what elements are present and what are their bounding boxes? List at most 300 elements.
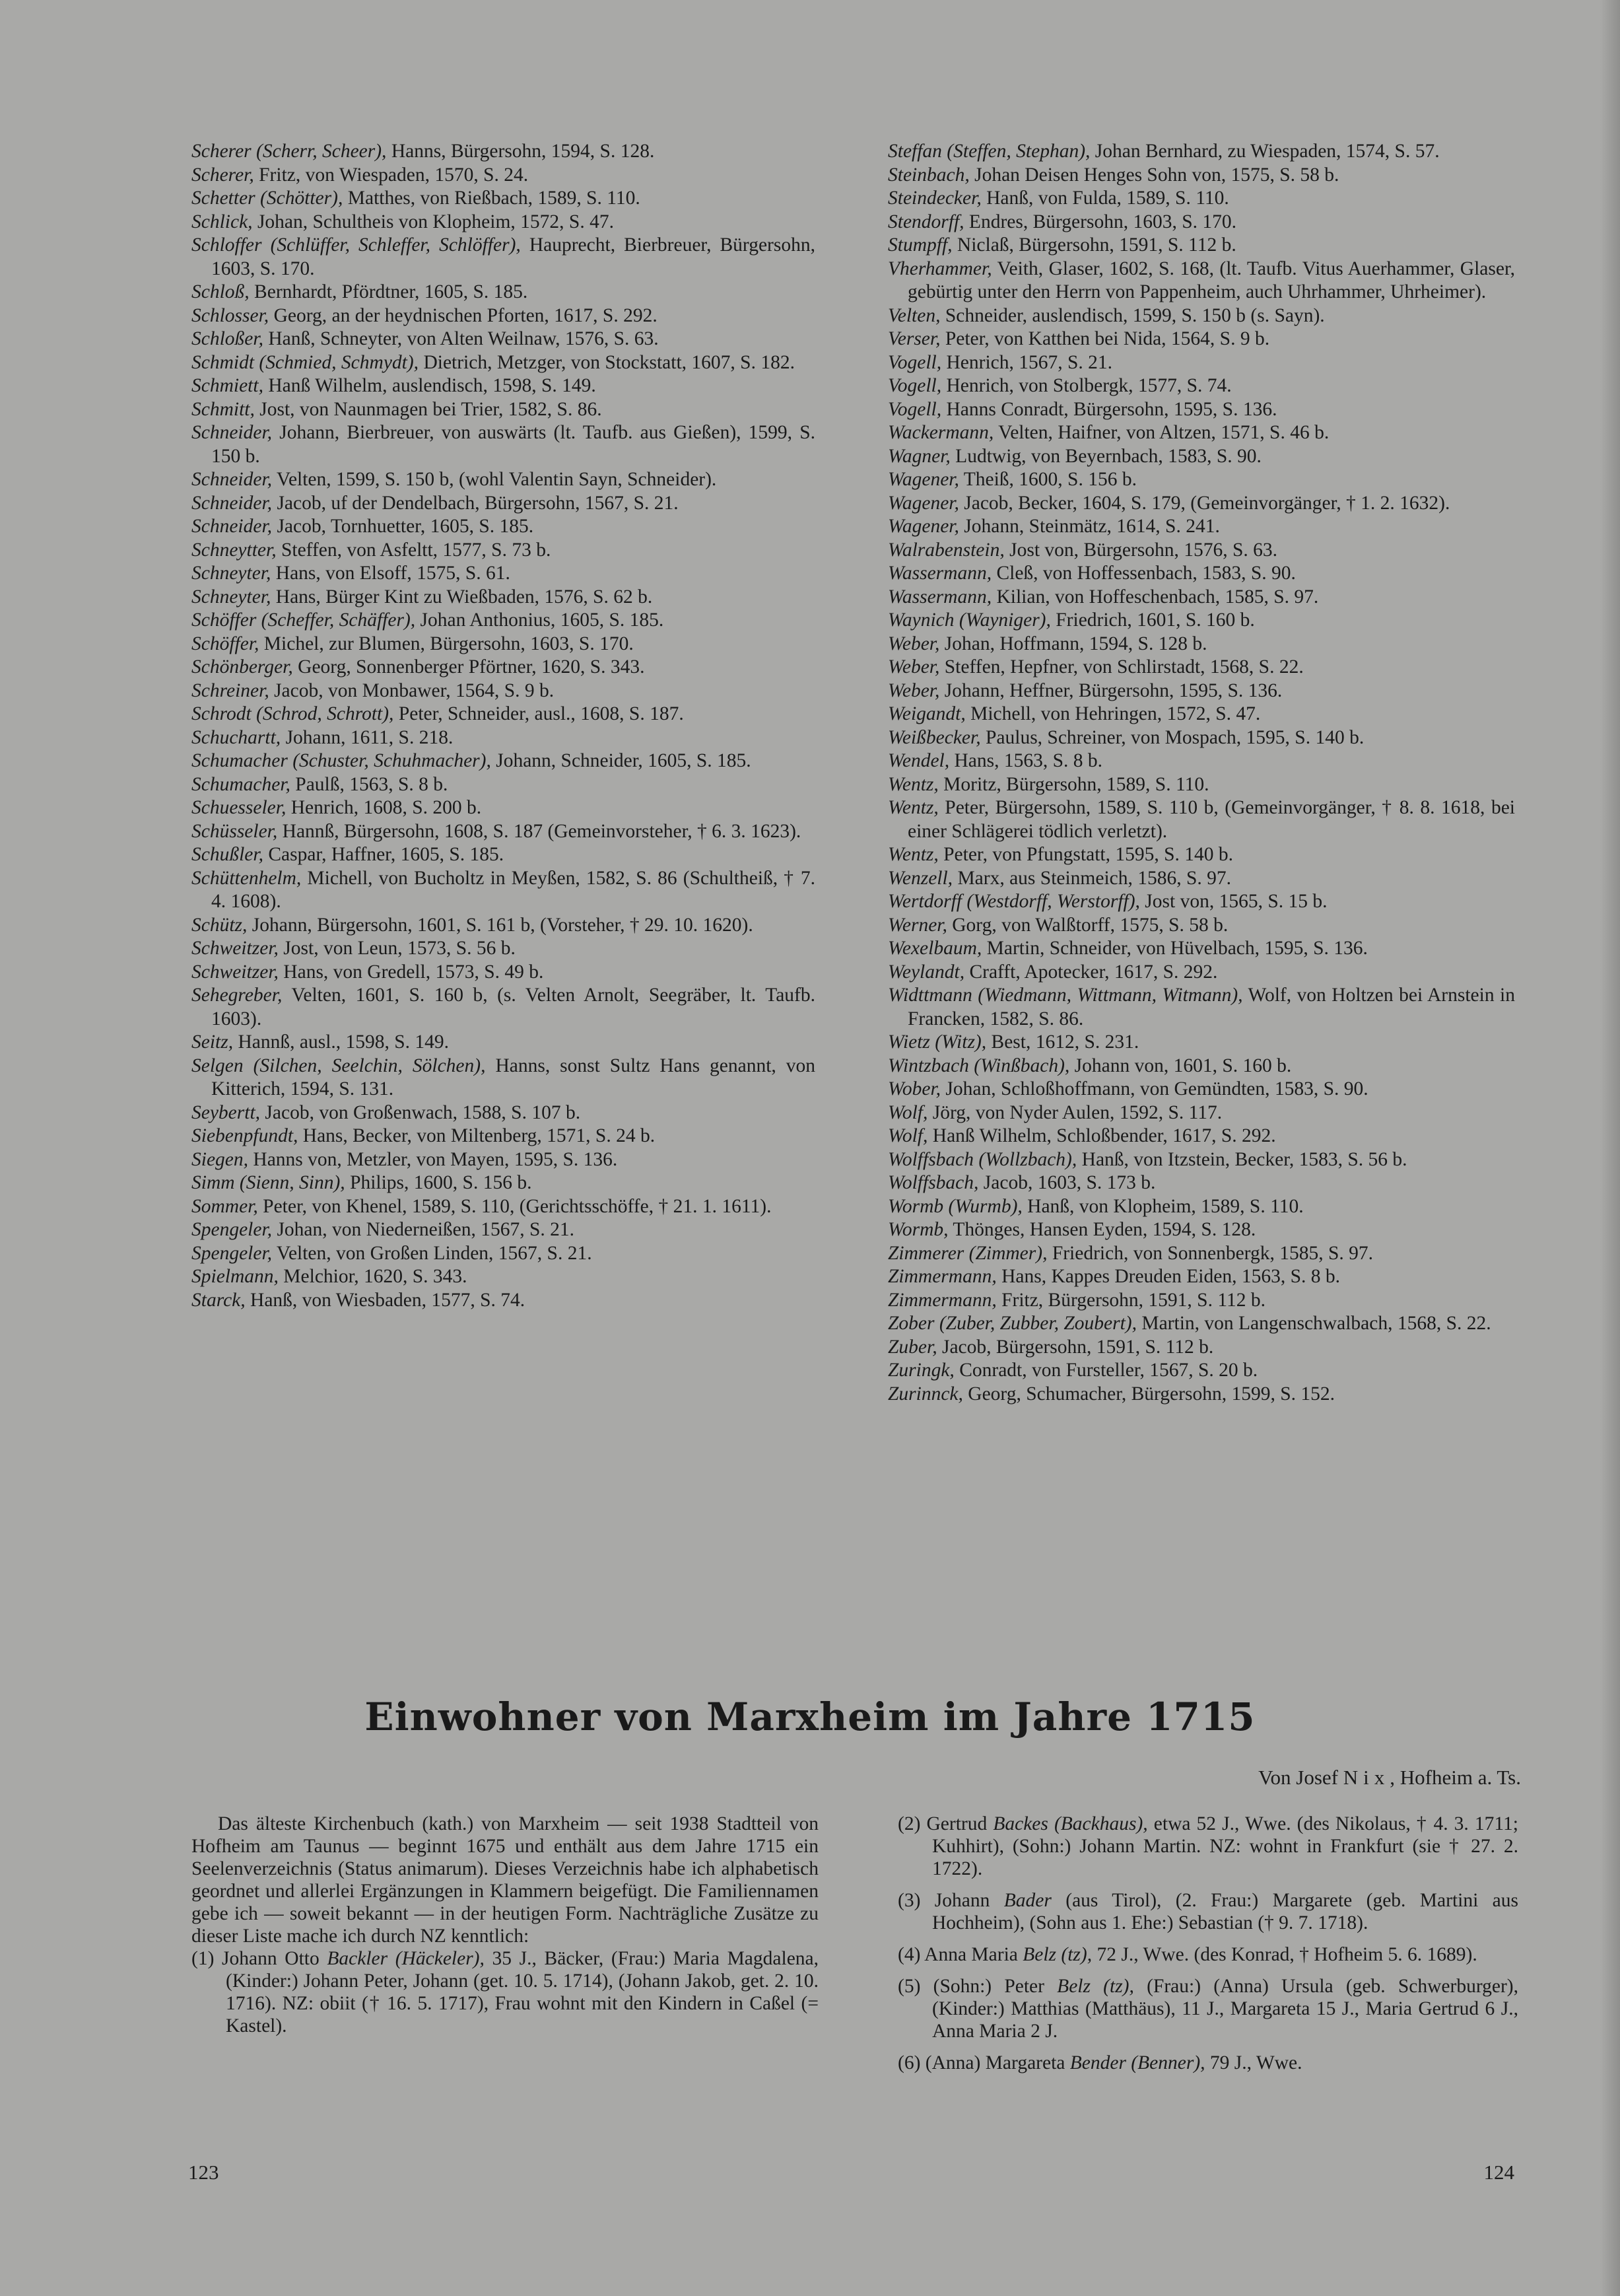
entry-details: Cleß, von Hoffessenbach, 1583, S. 90. (992, 563, 1296, 584)
entry-surname: Schneider, (191, 492, 273, 514)
register-entry (191, 1101, 815, 1125)
entry-surname: Schetter (Schötter), (191, 188, 343, 209)
register-entry (888, 1125, 1515, 1148)
entry-details: Jacob, Bürgersohn, 1591, S. 112 b. (937, 1336, 1214, 1358)
entry-surname: Zurinnck, (888, 1383, 963, 1405)
register-entry (888, 1336, 1515, 1360)
register-entry (191, 328, 815, 351)
register-entry (888, 1265, 1515, 1289)
entry-surname: Werner, (888, 914, 947, 936)
register-entry (888, 1218, 1515, 1242)
entry-surname: Wormb, (888, 1219, 949, 1240)
entry-surname: Wintzbach (Winßbach), (888, 1055, 1070, 1076)
entry-surname: Spengeler, (191, 1219, 273, 1240)
household-entry (898, 1943, 1518, 1966)
entry-surname: Wormb (Wurmb), (888, 1195, 1023, 1217)
entry-surname: Sehegreber, (191, 985, 283, 1006)
register-entry (191, 234, 815, 281)
entry-details: Fritz, von Wiespaden, 1570, S. 24. (253, 164, 529, 186)
register-entry (191, 1218, 815, 1242)
entry-details: Johan, Schultheis von Klopheim, 1572, S. 47. (252, 211, 614, 232)
entry-details: Paulß, 1563, S. 8 b. (290, 773, 448, 795)
entry-number: (3) (898, 1890, 935, 1911)
entry-surname: Schuesseler, (191, 797, 287, 818)
entry-surname: Wober, (888, 1078, 941, 1099)
entry-details: Niclaß, Bürgersohn, 1591, S. 112 b. (952, 234, 1236, 256)
register-entry (191, 515, 815, 539)
entry-surname: Wentz, (888, 773, 939, 795)
entry-details: etwa 52 J., Wwe. (des Nikolaus, † 4. 3. 1711; Kuhhirt), (Sohn:) Johann Martin. NZ: wohnt in Frankfurt (sie † 27. 2. 1722). (932, 1813, 1518, 1879)
entry-details: Jacob, 1603, S. 173 b. (978, 1172, 1156, 1193)
register-entry (191, 281, 815, 304)
entry-surname: Wagner, (888, 445, 951, 467)
entry-details: Jörg, von Nyder Aulen, 1592, S. 117. (928, 1101, 1223, 1123)
household-entry (191, 1947, 819, 2037)
register-entry (191, 164, 815, 188)
register-entry (888, 562, 1515, 586)
entry-family-name: Belz (tz), (1057, 1976, 1134, 1997)
entry-details: Hanß, Schneyter, von Alten Weilnaw, 1576, S. 63. (263, 328, 659, 349)
entry-surname: Weißbecker, (888, 726, 981, 748)
register-entry (888, 234, 1515, 258)
entry-details: Hans, Becker, von Miltenberg, 1571, S. 24 b. (298, 1125, 656, 1146)
article-byline (1258, 1766, 1521, 1790)
entry-details: Jost, von Naunmagen bei Trier, 1582, S. 86. (254, 398, 602, 420)
register-entry (888, 1383, 1515, 1407)
entry-surname: Seybertt, (191, 1101, 261, 1123)
page-number-left: 123 (188, 2161, 219, 2184)
entry-details: Schneider, auslendisch, 1599, S. 150 b (s. Sayn). (940, 304, 1325, 326)
entry-details: Hanß Wilhelm, Schloßbender, 1617, S. 292. (928, 1125, 1276, 1146)
entry-surname: Schuchartt, (191, 726, 281, 748)
entry-details: Steffen, Hepfner, von Schlirstadt, 1568, S. 22. (939, 656, 1304, 678)
entry-details: Georg, an der heydnischen Pforten, 1617, S. 292. (269, 304, 658, 326)
entry-details: Velten, von Großen Linden, 1567, S. 21. (272, 1242, 592, 1264)
entry-details: Moritz, Bürgersohn, 1589, S. 110. (938, 773, 1209, 795)
entry-details: Jacob, von Monbawer, 1564, S. 9 b. (269, 679, 555, 701)
register-entry (191, 679, 815, 703)
entry-surname: Wagener, (888, 516, 959, 537)
entry-surname: Verser, (888, 328, 941, 349)
register-entry (888, 796, 1515, 843)
entry-surname: Weigandt, (888, 703, 966, 724)
entry-surname: Schüsseler, (191, 820, 278, 842)
entry-surname: Schweitzer, (191, 938, 279, 959)
register-entry (888, 1289, 1515, 1313)
entry-details: Ludtwig, von Beyernbach, 1583, S. 90. (950, 445, 1262, 467)
entry-details: Melchior, 1620, S. 343. (278, 1266, 467, 1287)
article-left-column (191, 1813, 819, 2041)
register-entry (191, 492, 815, 516)
entry-surname: Zimmerer (Zimmer), (888, 1242, 1048, 1264)
entry-details: Velten, 1599, S. 150 b, (wohl Valentin Sayn, Schneider). (272, 469, 717, 490)
entry-details: Michell, von Hehringen, 1572, S. 47. (965, 703, 1261, 724)
register-entry (191, 586, 815, 609)
page-edge-shadow (1600, 0, 1620, 2296)
entry-family-name: Belz (tz), (1023, 1944, 1093, 1965)
entry-surname: Waynich (Wayniger), (888, 609, 1051, 631)
entry-details: Paulus, Schreiner, von Mospach, 1595, S. 140 b. (980, 726, 1365, 748)
entry-surname: Weber, (888, 679, 940, 701)
entry-surname: Wolf, (888, 1125, 928, 1146)
register-entry (888, 515, 1515, 539)
entry-details: Johann, Schneider, 1605, S. 185. (490, 750, 751, 771)
register-entry (191, 1031, 815, 1055)
entry-surname: Simm (Sienn, Sinn), (191, 1172, 345, 1193)
register-entry (191, 1125, 815, 1148)
entry-details: Johan, von Niederneißen, 1567, S. 21. (272, 1219, 575, 1240)
entry-details: Gorg, von Walßtorff, 1575, S. 58 b. (947, 914, 1229, 936)
register-entry (191, 398, 815, 422)
register-entry (191, 211, 815, 234)
entry-details: Hannß, Bürgersohn, 1608, S. 187 (Gemeinvorsteher, † 6. 3. 1623). (277, 820, 801, 842)
register-entry (888, 1359, 1515, 1383)
entry-details: Hanß, von Wiesbaden, 1577, S. 74. (245, 1289, 525, 1311)
entry-surname: Schmitt, (191, 398, 255, 420)
entry-surname: Zuringk, (888, 1360, 955, 1381)
entry-details: Fritz, Bürgersohn, 1591, S. 112 b. (996, 1289, 1266, 1311)
entry-surname: Zimmermann, (888, 1289, 997, 1311)
entry-surname: Wagener, (888, 492, 959, 514)
entry-surname: Scherer (Scherr, Scheer), (191, 141, 387, 162)
byline-suffix: , Hofheim a. Ts. (1390, 1766, 1521, 1789)
entry-details: Johann, Bürgersohn, 1601, S. 161 b, (Vorsteher, † 29. 10. 1620). (247, 914, 753, 936)
entry-surname: Schöffer (Scheffer, Schäffer), (191, 609, 416, 631)
register-entry (191, 867, 815, 914)
byline-prefix: Von Josef (1258, 1766, 1343, 1789)
register-entry (888, 1171, 1515, 1195)
register-entry (191, 1195, 815, 1219)
entry-details: Johan Deisen Henges Sohn von, 1575, S. 58 b. (969, 164, 1339, 186)
entry-details: Henrich, von Stolbergk, 1577, S. 74. (941, 375, 1232, 396)
register-entry (191, 374, 815, 398)
register-entry (888, 328, 1515, 351)
entry-details: Hans, von Elsoff, 1575, S. 61. (271, 563, 510, 584)
register-entry (888, 492, 1515, 516)
register-entry (888, 843, 1515, 867)
entry-details: Johann, Heffner, Bürgersohn, 1595, S. 136. (939, 679, 1283, 701)
register-entry (888, 914, 1515, 938)
entry-surname: Velten, (888, 304, 941, 326)
entry-surname: Schumacher (Schuster, Schuhmacher), (191, 750, 491, 771)
register-entry (191, 1242, 815, 1266)
entry-surname: Steffan (Steffen, Stephan), (888, 141, 1091, 162)
register-entry (888, 609, 1515, 633)
entry-details: Johann, Steinmätz, 1614, S. 241. (959, 516, 1220, 537)
entry-details: Johann, Bierbreuer, von auswärts (lt. Taufb. aus Gießen), 1599, S. 150 b. (211, 422, 815, 467)
entry-details: Caspar, Haffner, 1605, S. 185. (263, 844, 504, 865)
entry-details: Peter, von Pfungstatt, 1595, S. 140 b. (938, 844, 1233, 865)
entry-details: Johann, 1611, S. 218. (281, 726, 454, 748)
register-entry (191, 961, 815, 985)
entry-surname: Wietz (Witz), (888, 1031, 987, 1053)
entry-number: (1) (191, 1948, 222, 1969)
register-entry (191, 937, 815, 961)
entry-surname: Siegen, (191, 1148, 249, 1170)
entry-details: 72 J., Wwe. (des Konrad, † Hofheim 5. 6. 1689). (1092, 1944, 1477, 1965)
register-entry (888, 679, 1515, 703)
entry-details: Peter, Bürgersohn, 1589, S. 110 b, (Gemeinvorgänger, † 8. 8. 1618, bei einer Schlägerei tödlich verletzt). (908, 797, 1515, 842)
register-entry (888, 1312, 1515, 1336)
entry-surname: Wexelbaum, (888, 938, 982, 959)
entry-number: (2) (898, 1813, 927, 1834)
entry-details: 35 J., Bäcker, (Frau:) Maria Magdalena, (Kinder:) Johann Peter, Johann (get. 10. 5. 1714), (Johann Jakob, get. 2. 10. 1716). NZ: obiit († 16. 5. 1717), Frau wohnt mit den Kindern in Caßel (= Kastel). (226, 1948, 819, 2036)
entry-surname: Wendel, (888, 750, 950, 771)
register-entry (191, 1171, 815, 1195)
entry-surname: Vogell, (888, 351, 942, 373)
household-entry (898, 1975, 1518, 2042)
entry-surname: Weber, (888, 656, 940, 678)
entry-details: Henrich, 1567, S. 21. (941, 351, 1113, 373)
entry-family-name: Backler (Häckeler), (327, 1948, 485, 1969)
household-entry (898, 1813, 1518, 1880)
entry-surname: Schloffer (Schlüffer, Schleffer, Schlöffer), (191, 234, 521, 256)
register-entry (191, 539, 815, 563)
register-entry (888, 1078, 1515, 1101)
register-entry (888, 586, 1515, 609)
entry-details: Hannß, ausl., 1598, S. 149. (233, 1031, 450, 1053)
entry-surname: Schreiner, (191, 679, 269, 701)
register-entry (191, 304, 815, 328)
page-number-right: 124 (1483, 2161, 1514, 2184)
register-entry (888, 304, 1515, 328)
entry-given-name: Johann (934, 1890, 1004, 1911)
entry-details: Johan Bernhard, zu Wiespaden, 1574, S. 57. (1090, 141, 1440, 162)
entry-details: Veith, Glaser, 1602, S. 168, (lt. Taufb. Vitus Auerhammer, Glaser, gebürtig unter den Herrn von Pappenheim, auch Uhrhammer, Uhrheimer). (908, 258, 1515, 302)
entry-surname: Schußler, (191, 844, 263, 865)
entry-surname: Schönberger, (191, 656, 293, 678)
entry-details: Philips, 1600, S. 156 b. (345, 1172, 532, 1193)
register-entry (191, 1148, 815, 1172)
entry-details: Michel, zur Blumen, Bürgersohn, 1603, S. 170. (259, 633, 634, 654)
entry-surname: Steindecker, (888, 188, 982, 209)
entry-surname: Schrodt (Schrod, Schrott), (191, 703, 394, 724)
entry-number: (6) (898, 2052, 926, 2073)
register-entry (888, 351, 1515, 375)
entry-details: Henrich, 1608, S. 200 b. (286, 797, 482, 818)
household-entry (898, 2052, 1518, 2074)
register-entry (888, 726, 1515, 750)
register-entry (191, 773, 815, 797)
entry-details: Velten, Haifner, von Altzen, 1571, S. 46 b. (994, 422, 1330, 443)
entry-family-name: Bader (1003, 1890, 1052, 1911)
register-entry (191, 703, 815, 726)
entry-surname: Weber, (888, 633, 940, 654)
register-entry (888, 398, 1515, 422)
household-entry (898, 1889, 1518, 1934)
register-entry (888, 890, 1515, 914)
register-entry (191, 656, 815, 679)
entry-surname: Wentz, (888, 797, 939, 818)
entry-details: Johan, Hoffmann, 1594, S. 128 b. (939, 633, 1207, 654)
entry-surname: Spengeler, (191, 1242, 273, 1264)
entry-surname: Wagener, (888, 469, 959, 490)
register-entry (888, 961, 1515, 985)
entry-surname: Scherer, (191, 164, 254, 186)
entry-details: Peter, von Khenel, 1589, S. 110, (Gerichtsschöffe, † 21. 1. 1611). (257, 1195, 772, 1217)
entry-surname: Starck, (191, 1289, 246, 1311)
register-entry (888, 1031, 1515, 1055)
entry-surname: Spielmann, (191, 1266, 279, 1287)
entry-family-name: Bender (Benner), (1069, 2052, 1205, 2073)
entry-surname: Wentz, (888, 844, 939, 865)
register-left-column (191, 140, 815, 1312)
entry-surname: Wackermann, (888, 422, 994, 443)
register-entry (888, 1055, 1515, 1078)
entry-details: Peter, von Katthen bei Nida, 1564, S. 9 b. (940, 328, 1270, 349)
entry-surname: Schöffer, (191, 633, 259, 654)
entry-details: Steffen, von Asfeltt, 1577, S. 73 b. (276, 539, 551, 561)
entry-details: Conradt, von Fursteller, 1567, S. 20 b. (954, 1360, 1258, 1381)
entry-details: (aus Tirol), (2. Frau:) Margarete (geb. Martini aus Hochheim), (Sohn aus 1. Ehe:) Sebastian († 9. 7. 1718). (932, 1890, 1519, 1933)
entry-surname: Schneider, (191, 469, 273, 490)
register-entry (888, 773, 1515, 797)
entry-details: Theiß, 1600, S. 156 b. (959, 469, 1137, 490)
register-entry (191, 468, 815, 492)
entry-surname: Weylandt, (888, 961, 965, 983)
entry-given-name: (Sohn:) Peter (933, 1976, 1058, 1997)
register-entry (191, 914, 815, 938)
entry-given-name: Anna Maria (924, 1944, 1023, 1965)
entry-details: Hanß, von Itzstein, Becker, 1583, S. 56 b. (1077, 1148, 1407, 1170)
entry-surname: Zimmermann, (888, 1266, 997, 1287)
byline-author: Nix (1343, 1766, 1390, 1789)
entry-surname: Wolf, (888, 1101, 928, 1123)
entry-details: 79 J., Wwe. (1205, 2052, 1302, 2073)
register-entry (888, 164, 1515, 188)
entry-surname: Wolffsbach (Wollzbach), (888, 1148, 1077, 1170)
register-entry (888, 1148, 1515, 1172)
register-entry (888, 749, 1515, 773)
entry-details: Bernhardt, Pfördtner, 1605, S. 185. (249, 281, 528, 302)
register-entry (888, 633, 1515, 656)
register-entry (191, 633, 815, 656)
entry-surname: Schloß, (191, 281, 250, 302)
register-entry (888, 187, 1515, 211)
entry-given-name: (Anna) Margareta (925, 2052, 1070, 2073)
entry-surname: Schneytter, (191, 539, 277, 561)
entry-surname: Wassermann, (888, 563, 992, 584)
entry-details: Jacob, uf der Dendelbach, Bürgersohn, 1567, S. 21. (272, 492, 679, 514)
entry-details: Johan Anthonius, 1605, S. 185. (415, 609, 664, 631)
entry-surname: Schneyter, (191, 563, 271, 584)
register-entry (191, 749, 815, 773)
entry-surname: Walrabenstein, (888, 539, 1005, 561)
register-entry (191, 843, 815, 867)
entry-surname: Sommer, (191, 1195, 258, 1217)
entry-details: Peter, Schneider, ausl., 1608, S. 187. (393, 703, 684, 724)
entry-surname: Schneider, (191, 516, 273, 537)
entry-details: Jacob, Becker, 1604, S. 179, (Gemeinvorgänger, † 1. 2. 1632). (959, 492, 1450, 514)
register-entry (888, 1101, 1515, 1125)
register-entry (191, 351, 815, 375)
entry-surname: Wolffsbach, (888, 1172, 979, 1193)
entry-details: Endres, Bürgersohn, 1603, S. 170. (964, 211, 1236, 232)
register-entry (191, 820, 815, 844)
register-entry (888, 984, 1515, 1031)
entry-surname: Schweitzer, (191, 961, 279, 983)
entry-details: Hans, Kappes Dreuden Eiden, 1563, S. 8 b. (996, 1266, 1340, 1287)
article-left-entries (191, 1947, 819, 2037)
entry-details: Hanns Conradt, Bürgersohn, 1595, S. 136. (941, 398, 1277, 420)
entry-surname: Seitz, (191, 1031, 234, 1053)
entry-surname: Stumpff, (888, 234, 953, 256)
entry-details: Wolf, von Holtzen bei Arnstein in Francken, 1582, S. 86. (908, 985, 1515, 1029)
entry-details: (Frau:) (Anna) Ursula (geb. Schwerburger), (Kinder:) Matthias (Matthäus), 11 J., Margareta 15 J., Maria Gertrud 6 J., Anna Maria 2 J. (932, 1976, 1518, 2042)
entry-surname: Wassermann, (888, 586, 992, 608)
register-entry (888, 140, 1515, 164)
entry-surname: Vherhammer, (888, 258, 992, 279)
entry-surname: Zober (Zuber, Zubber, Zoubert), (888, 1313, 1137, 1334)
register-entry (888, 445, 1515, 469)
register-entry (888, 1242, 1515, 1266)
entry-surname: Schneyter, (191, 586, 271, 608)
article-right-entries (898, 1813, 1518, 2083)
register-entry (191, 187, 815, 211)
entry-details: Martin, Schneider, von Hüvelbach, 1595, S. 136. (982, 938, 1368, 959)
register-entry (888, 421, 1515, 445)
entry-details: Hanß, von Fulda, 1589, S. 110. (981, 188, 1229, 209)
entry-details: Hans, 1563, S. 8 b. (949, 750, 1103, 771)
entry-details: Friedrich, 1601, S. 160 b. (1050, 609, 1255, 631)
entry-surname: Zuber, (888, 1336, 937, 1358)
entry-details: Marx, aus Steinmeich, 1586, S. 97. (953, 867, 1232, 889)
register-entry (191, 1265, 815, 1289)
register-entry (888, 867, 1515, 891)
entry-surname: Stendorff, (888, 211, 964, 232)
entry-details: Hans, von Gredell, 1573, S. 49 b. (278, 961, 544, 983)
entry-details: Jacob, Tornhuetter, 1605, S. 185. (272, 516, 534, 537)
register-entry (191, 984, 815, 1031)
entry-surname: Schumacher, (191, 773, 290, 795)
register-entry (888, 703, 1515, 726)
entry-number: (4) (898, 1944, 925, 1965)
entry-number: (5) (898, 1976, 933, 1997)
register-entry (888, 656, 1515, 679)
entry-given-name: Johann Otto (222, 1948, 327, 1969)
entry-surname: Schmidt (Schmied, Schmydt), (191, 351, 419, 373)
entry-details: Hans, Bürger Kint zu Wießbaden, 1576, S. 62 b. (271, 586, 653, 608)
entry-details: Hanß Wilhelm, auslendisch, 1598, S. 149. (263, 375, 596, 396)
article-title: Einwohner von Marxheim im Jahre 1715 (364, 1694, 1256, 1739)
entry-details: Velten, 1601, S. 160 b, (s. Velten Arnolt, Seegräber, lt. Taufb. 1603). (211, 985, 815, 1029)
register-entry (888, 468, 1515, 492)
entry-details: Thönges, Hansen Eyden, 1594, S. 128. (948, 1219, 1256, 1240)
entry-surname: Wertdorff (Westdorff, Werstorff), (888, 891, 1140, 912)
register-entry (191, 562, 815, 586)
entry-surname: Wenzell, (888, 867, 953, 889)
entry-surname: Widttmann (Wiedmann, Wittmann, Witmann), (888, 985, 1243, 1006)
entry-details: Hanns von, Metzler, von Mayen, 1595, S. 136. (248, 1148, 618, 1170)
entry-surname: Vogell, (888, 375, 942, 396)
entry-surname: Steinbach, (888, 164, 970, 186)
entry-details: Hauprecht, Bierbreuer, Bürgersohn, 1603, S. 170. (211, 234, 815, 279)
register-entry (191, 1055, 815, 1101)
register-entry (888, 258, 1515, 304)
entry-surname: Schloßer, (191, 328, 263, 349)
entry-given-name: Gertrud (926, 1813, 994, 1834)
register-entry (191, 421, 815, 468)
register-entry (888, 1195, 1515, 1219)
entry-surname: Schüttenhelm, (191, 867, 302, 889)
register-entry (888, 211, 1515, 234)
entry-surname: Schütz, (191, 914, 248, 936)
entry-details: Hanß, von Klopheim, 1589, S. 110. (1022, 1195, 1304, 1217)
entry-details: Crafft, Apotecker, 1617, S. 292. (964, 961, 1218, 983)
entry-surname: Schlick, (191, 211, 253, 232)
register-entry (888, 374, 1515, 398)
entry-details: Jacob, von Großenwach, 1588, S. 107 b. (260, 1101, 581, 1123)
